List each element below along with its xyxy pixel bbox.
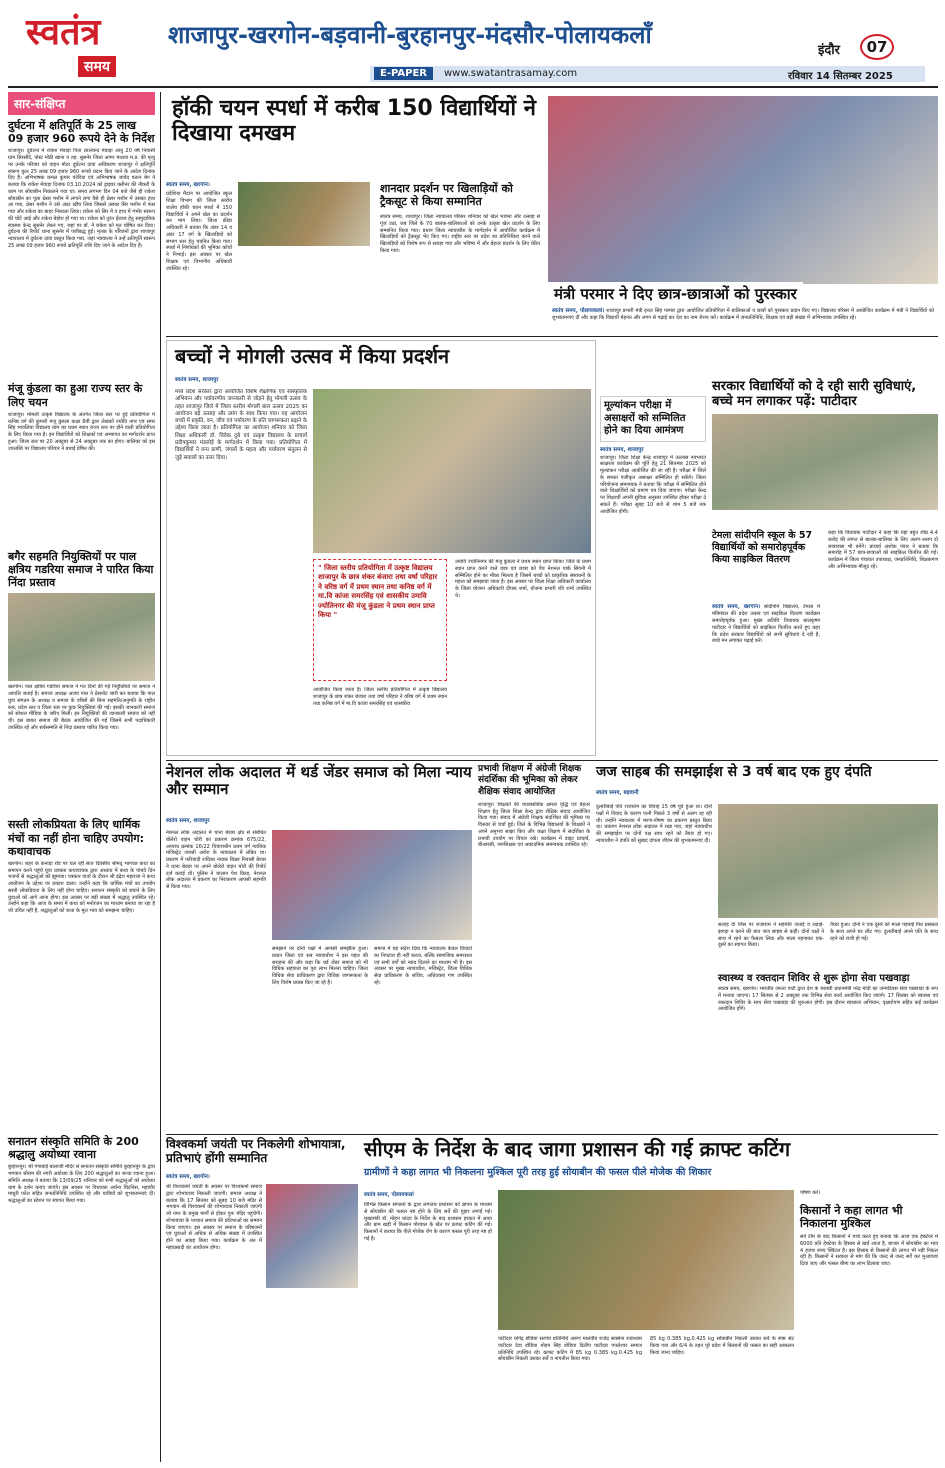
judge-photo — [718, 804, 938, 918]
hockey-subhead: शानदार प्रदर्शन पर खिलाड़ियों को ट्रैकसूट से किया सम्मानित — [380, 182, 513, 209]
side-story-3-body: खरगोन। पाल क्षत्रिय गडरिया समाज ने गत दिनों की गई नियुक्तियों पर समाज ने आपत्ति जताई है। समाज अध्यक्ष अजय पाल ने प्रेसनोट जारी कर बताया कि पाल युवा संगठन के अध्यक्ष व समाज के वरिष्ठों की बिना सहमति/अनुमति के राष्ट्रीय स्तर, प्रदेश स्तर व जिला स्तर पर कुछ नियुक्तियां की गई। इसकी जानकारी समाज को सोशल मीडिया के जरिए मिली। इन नियुक्तियों की जानकारी समाज को नहीं थी। इस बाबत समाज की बैठक आयोजित की गई जिसमें सभी पदाधिकारी उपस्थित रहे और सर्वसम्मति से निंदा प्रस्ताव पारित किया गया। — [8, 684, 155, 731]
govt-body-2: कहा कि विधायक पाटीदार ने कहा कि यहां बहुत शीघ्र 4.4 करोड़ की लागत से बालक-बालिका के लिए अलग-अलग दो छात्रावास भी बनेंगे। प्राचार्य अशोक पंवार ने बताया कि समारोह में 57 छात्र-छात्राओं को साइकिल वितरित की गई। कार्यक्रम में जिला पंचायत उपाध्यक्ष, जनप्रतिनिधि, शिक्षकगण और अभिभावक मौजूद रहे। — [828, 530, 938, 570]
english-headline: प्रभावी शिक्षण में अंग्रेजी शिक्षक संदर्शिका की भूमिका को लेकर शैक्षिक संवाद आयोजित — [478, 764, 582, 797]
hockey-headline: हॉकी चयन स्पर्धा में करीब 150 विद्यार्थियों ने दिखाया दमखम — [172, 96, 536, 147]
govt-photo — [712, 414, 938, 510]
mogli-headline: बच्चों ने मोगली उत्सव में किया प्रदर्शन — [175, 344, 450, 368]
judge-body-1: दुलारीबाई पति राजाराम का विवाह 15 वर्ष पूर्व हुआ था। दोनों पक्षों में विवाद के कारण पत्नी पिछले 3 वर्षों से अलग रह रही थी। उन्होंने न्यायालय में भरण-पोषण का प्रकरण प्रस्तुत किया था। प्रकरण नेशनल लोक अदालत में रखा गया, जहां न्यायाधीश की समझाईश पर दोनों पक्ष साथ रहने को तैयार हो गए। न्यायाधीश ने दंपति को सुखद दांपत्य जीवन की शुभकामनाएं दीं। — [596, 804, 712, 844]
issue-date: रविवार 14 सितम्बर 2025 — [788, 71, 893, 82]
mogli-pull-quote: " जिला स्तरीय प्रतियोगिता में उत्कृष्ट विद्यालय शाजापुर के छात्र शंकर बंजारा तथा वर्षा परिहार ने वरिष्ठ वर्ग में प्रथम स्थान तथा कनिष्ठ वर्ग में मा.वि कांजा समरसिंह एवं शासकीय उमावि ज्योतिनगर की मंजू कुंडला ने प्रथम स्थान प्राप्त किया " — [313, 559, 447, 681]
brand-top: स्वतंत्र — [26, 11, 101, 53]
website-link[interactable]: www.swatantrasamay.com — [444, 68, 578, 79]
mogli-body-1: मध्य प्रदेश सरकार द्वारा आयोजित विशेष शैक्षणिक एवं सांस्कृतिक अभियान और पर्यावरणीय जानकारी से जोड़ने हेतु मोगली उत्सव के तहत शाजापुर जिले में जिला स्तरीय मोगली बाल उत्सव 2025 का आयोजन बड़े उत्साह और उमंग के साथ किया गया। यह आयोजन बच्चों में प्रकृति, वन, जीव एवं पर्यावरण के प्रति जागरूकता बढ़ाने के उद्देश्य किया जाता है। प्रतियोगिता का आयोजन शनिवार को जिला शिक्षा अधिकारी डॉ. विवेक दुबे एवं उत्कृष्ट विद्यालय के प्राचार्य प्रदीपकुमार मंडलोई के मार्गदर्शन में किया गया। प्रतियोगिता में विद्यार्थियों ने वन्य प्राणी, जंगलों के महत्व और पर्यावरण संतुलन से जुड़े सवालों का उत्तर दिया। — [175, 389, 307, 461]
judge-body-2: सलाह दी जिस पर राजाराम ने सहमति जताई व लड़ाई-झगड़ा न करने की बात जज साहब से कही। दोनों पक्षों ने साथ में रहने का फैसला लिया और माला पहनाकर एक-दूसरे का स्वागत किया। — [718, 922, 824, 949]
lok-adalat-headline: नेशनल लोक अदालत में थर्ड जेंडर समाज को मिला न्याय और सम्मान — [166, 763, 472, 799]
side-story-1-body: शाजापुर। दुर्घटना में राकेश मेवाड़ा पिता लालचन्द मेवाड़ा आयु 20 वर्ष निवासी ग्राम सिरसौदें, पोस्ट मोठी खाना व तह. सुसनेर जिला आगर मालवा म.प्र. की मृत्यु पर उनके परिवार को वाहन मोटर दुर्घटना दावा अधिकरण शाजापुर ने क्षतिपूर्ति स्वरूप कुल 25 लाख 09 हजार 960 रूपये प्रदान किए जाने के आदेश दिनांक दिए हैं। अभिभाषक कमल कुमार पटेरिया एवं अभिभाषक जावेद पठान बेग ने बताया कि राकेश मेवाड़ा दिनांक 03.10.2024 को ड्राइवर क्लीनर की नौकरी के काम पर सोयाबीन निकालने गया था। समय लगभग दिन 04 बजे जैसे ही राकेश सोयाबीन का पूला थ्रेसर मशीन में लगाने लगा वैसे ही थ्रेसर मशीन में उसका हाथ आ गया, थ्रेसर मशीन ने उसे अंदर खींच लिया जिससे उसका सिर मशीन में फंस गया और राकेश का बाहर निकाला लिया। राकेश को सिर में व हाथ में गंभीर स्वरूप की चोटें आई और राकेश बेहोश हो गया था। राकेश को तुरंत ईलाज हेतु सामुदायिक स्वास्थ्य केन्द्र सुसनेर लेकर गए, जहां पर डॉ. ने राकेश को मृत घोषित कर दिया। दुर्घटना की रिपोर्ट थाना सुसनेर में पंजीबद्ध हुई। मृतक के परिजनों द्वारा शाजापुर न्यायालय में दुर्घटना दावा प्रस्तुत किया गया, जहां न्यायालय ने उन्हें क्षतिपूर्ति स्वरूप 25 लाख 09 हजार 960 रूपये क्षतिपूर्ति राशि दिए जाने के आदेश दिए हैं। — [8, 148, 155, 249]
english-story — [478, 764, 590, 1132]
hockey-sub-body: स्वतंत्र समय, शाजापुर। जिला न्यायालय परिसर शनिवार को खेल भावना और उत्साह से गूंज उठा, जब जिले के 70 बालक-बालिकाओं को उनके उत्कृष्ट खेल प्रदर्शन के लिए सम्मानित किया गया। प्रधान जिला न्यायाधीश के मार्गदर्शन में आयोजित कार्यक्रम में खिलाड़ियों को ट्रैकसूट भेंट किए गए। राष्ट्रीय स्तर पर प्रदेश का प्रतिनिधित्व करने वाले खिलाड़ियों को विशेष रूप से सराहा गया और भविष्य में और बेहतर प्रदर्शन के लिए प्रेरित किया गया। — [380, 214, 540, 254]
prize-headline: मंत्री परमार ने दिए छात्र-छात्राओं को पुरस्कार — [548, 282, 803, 306]
prize-story — [548, 96, 938, 374]
crop-subhead: ग्रामीणों ने कहा लागत भी निकलना मुश्किल पूरी तरह हुई सोयाबीन की फसल पीले मोजेक की शिकार — [364, 1167, 712, 1178]
lok-adalat-story — [166, 764, 474, 1132]
govt-story — [712, 380, 938, 758]
epaper-label: E-PAPER — [374, 67, 433, 80]
seva-headline: स्वास्थ्य व रक्तदान शिविर से शुरू होगा सेवा पखवाड़ा — [718, 973, 910, 984]
hockey-body — [166, 182, 232, 332]
crop-story — [364, 1138, 938, 1462]
valuation-byline: स्वतंत्र समय, शाजापुर — [600, 446, 644, 453]
valuation-headline: मूल्यांकन परीक्षा में असाक्षरों को सम्मिलित होने का दिया आमंत्रण — [600, 396, 706, 442]
lok-adalat-byline: स्वतंत्र समय, शाजापुर — [166, 818, 210, 824]
side-story-3-photo — [8, 593, 155, 681]
hockey-photo — [238, 182, 370, 246]
lok-adalat-body-1: नेशनल लोक अदालत में थाना बेरछा क्षेत्र से संबंधित बोलेरो वाहन चोरी का प्रकरण क्रमांक 675/22, अपराध क्रमांक 16/22 विचाराधीन प्रथम वर्ग न्यायिक मजिस्ट्रेट जयश्री अरोरा के न्यायालय में लंबित था। प्रकरण में फरियादी राधिका नायक किन्नर निवासी बेरछा ने थाना बेरछा पर अपने बोलेरो वाहन चोरी की रिपोर्ट दर्ज कराई थी। पुलिस ने चालान पेश किया, नेशनल लोक अदालत में प्रकरण का निराकरण आपसी सहमति से किया गया। — [166, 830, 266, 890]
brand-logo — [26, 11, 154, 76]
mogli-byline: स्वतंत्र समय, शाजापुर — [175, 377, 219, 383]
hockey-body-text: प्रदेशिया मैदान पर आयोजित स्कूल शिक्षा विभाग की जिला स्तरीय शालेय हॉकी चयन स्पर्धा में 150 विद्यार्थियों ने अपने खेल का प्रदर्शन कर भाग लिया। जिला क्रीड़ा अधिकारी ने बताया कि अंडर 14 व अंडर 17 वर्ग के खिलाड़ियों को संभाग स्तर हेतु चयनित किया गया। स्पर्धा में निर्णायकों की भूमिका कोचों ने निभाई। इस अवसर पर खेल शिक्षक एवं विभागीय अधिकारी उपस्थित रहे। — [166, 191, 232, 272]
govt-body-1: सांदीपनि विद्यालय, टेमला में मंत्रिमंडल की प्रदेश उत्सव एवं साइकिल वितरण कार्यक्रम समारोहपूर्वक हुआ। मुख्य अतिथि विधायक बालकृष्ण पाटीदार ने विद्यार्थियों को साइकिल वितरित करते हुए कहा कि प्रदेश सरकार विद्यार्थियों को सभी सुविधाएं दे रही है, बच्चे मन लगाकर पढ़ाई करें। — [712, 604, 820, 645]
valuation-story — [600, 396, 706, 758]
crop-photo — [498, 1190, 794, 1330]
sidebar-label: सार-संक्षिप्त — [8, 92, 155, 115]
lok-adalat-body-2: समझाने पर दोनों पक्षों में आपसी समझौता हुआ। प्रधान जिला एवं सत्र न्यायाधीश ने इस पहल की सराहना की और कहा कि थर्ड जेंडर समाज को भी विधिक सहायता का पूरा लाभ मिलना चाहिए। जिला विधिक सेवा प्राधिकरण द्वारा विधिक जागरूकता के लिए विशेष प्रयास किए जा रहे हैं। — [272, 946, 368, 986]
side-story-3-title: बगैर सहमति नियुक्तियों पर पाल क्षत्रिय गडरिया समाज ने पारित किया निंदा प्रस्ताव — [8, 549, 154, 590]
crop-side-headline: किसानों ने कहा लागत भी निकालना मुश्किल — [800, 1204, 903, 1231]
side-story-2-body: शाजापुर। मोमली उत्कृष्ट विद्यालय के अंतर्गत जिला स्तर पर हुई प्रतियोगिता में कनिष्ठ वर्ग की कुमारी मंजू कुंडला कक्षा 8वीं द्वारा लेखकों ज्योति नगर एवं समर सिंह भावलिया विद्यालय ग्राम का प्रथम स्थान राज्य स्तर पर होने वाली प्रतियोगिता के लिए किया गया है। इन विद्यार्थियों को शिक्षकों एवं अभ्यागत का मार्गदर्शन प्राप्त हुआ। जिला स्तर पर 20 अक्टूबर से 24 अक्टूबर तक का होगा। बालिका को इस उपलब्धि पर विद्यालय परिवार ने बधाई प्रेषित की। — [8, 411, 155, 452]
brand-bottom: समय — [78, 56, 116, 77]
masthead — [0, 0, 945, 88]
vishwakarma-story — [166, 1138, 358, 1462]
vishwakarma-body: श्री विश्वकर्मा जयंती के अवसर पर विश्वकर्मा समाज द्वारा शोभायात्रा निकाली जाएगी। समाज अध्यक्ष ने बताया कि 17 सितंबर को सुबह 10 बजे मंदिर से भगवान श्री विश्वकर्मा की शोभायात्रा निकाली जाएगी जो नगर के प्रमुख मार्गों से होकर पुनः मंदिर पहुंचेगी। शोभायात्रा के पश्चात समाज की प्रतिभाओं का सम्मान किया जाएगा। इस अवसर पर समाज के वरिष्ठजनों एवं युवाओं से अधिक से अधिक संख्या में उपस्थित होने का आग्रह किया गया। कार्यक्रम के अंत में महाप्रसादी का आयोजन होगा। — [166, 1184, 262, 1251]
lok-adalat-photo — [272, 830, 472, 940]
english-body: शाजापुर। शिक्षकों की व्यावसायिक क्षमता वृद्धि एवं बेहतर शिक्षण हेतु जिला शिक्षा केन्द्र द्वारा शैक्षिक संवाद आयोजित किया गया। संवाद में अंग्रेजी शिक्षक संदर्शिका की भूमिका पर विस्तार से चर्चा हुई। जिले के विभिन्न विद्यालयों के शिक्षकों ने अपने अनुभव साझा किए और कक्षा शिक्षण में संदर्शिका के प्रभावी उपयोग पर विचार रखे। कार्यक्रम में डाइट प्राचार्य, बीआरसी, जनशिक्षक एवं अकादमिक समन्वयक उपस्थित रहे। — [478, 801, 590, 849]
vishwakarma-headline: विश्वकर्मा जयंती पर निकलेगी शोभायात्रा, प्रतिभाएं होंगी सम्मानित — [166, 1137, 346, 1165]
mogli-story — [166, 340, 596, 756]
judge-headline: जज साहब की समझाईश से 3 वर्ष बाद एक हुए दंपति — [596, 764, 872, 780]
crop-side-top: पोषण करें। — [800, 1190, 821, 1196]
govt-headline: सरकार विद्यार्थियों को दे रही सारी सुविधाएं, बच्चे मन लगाकर पढ़ें: पाटीदार — [712, 379, 917, 409]
judge-byline: स्वतंत्र समय, बड़वानी — [596, 790, 639, 796]
govt-byline: स्वतंत्र समय, खरगोन। — [712, 604, 761, 610]
crop-body-1: विभिन्न किसान संगठनों के द्वारा लगातार प्रशासन को ज्ञापन के माध्यम से सोयाबीन की फसल नष्ट होने के लिए सर्वे की गुहार लगाई गई। मुख्यमंत्री डॉ. मोहन यादव के निर्देश के बाद प्रशासन हरकत में आया और ग्राम खड़ी में किसान पोरवाल के खेत पर क्राफ्ट कटिंग की गई। किसानों ने बताया कि पीले मोजेक रोग के कारण फसल पूरी तरह नष्ट हो गई है। — [364, 1202, 492, 1242]
mogli-body-3: उमावि ज्योतिनगर की मंजू कुंडला ने प्रथम स्थान प्राप्त किया। जिले के प्रथम स्थान प्राप्त करने वाले छात्र एवं छात्रा को पेंच नेशनल पार्क सिवनी में सम्मिलित होने का मौका मिलता है जिसमें बच्चों को प्राकृतिक संसाधनों के महत्व को समझाया जाता है। इस अवसर पर जिला शिक्षा अधिकारी कार्यालय के जिला योजना अधिकारी दीपक शर्मा, योजना प्रभारी रवि शर्मा उपस्थित थे। — [455, 559, 591, 599]
mogli-body-2: आयोजित किया जाता है। जिला स्तरीय प्रतियोगिता में उत्कृष्ट विद्यालय शाजापुर के छात्र शंकर बंजारा तथा वर्षा परिहार ने वरिष्ठ वर्ग में प्रथम स्थान तथा कनिष्ठ वर्ग में मा.वि कांजा समरसिंह एवं शासकीय — [313, 687, 447, 707]
crop-byline: स्वतंत्र समय, पोलायकलां — [364, 1192, 414, 1198]
hockey-byline: स्वतंत्र समय, खरगोन। — [166, 182, 210, 188]
prize-byline: स्वतंत्र समय, पोलायकलां। — [552, 308, 605, 314]
edition-city: इंदौर — [818, 43, 840, 58]
seva-body: स्वतंत्र समय, खरगोन। भारतीय जनता पार्टी द्वारा देश के यशस्वी प्रधानमंत्री नरेंद्र मोदी का जन्मदिवस सेवा पखवाड़ा के रूप में मनाया जाएगा। 17 सितंबर से 2 अक्टूबर तक विभिन्न सेवा कार्य आयोजित किए जाएंगे। 17 सितंबर को स्वास्थ्य एवं रक्तदान शिविर के साथ सेवा पखवाड़ा की शुरुआत होगी। इस दौरान स्वच्छता अभियान, वृक्षारोपण सहित कई कार्यक्रम आयोजित होंगे। — [718, 986, 938, 1013]
valuation-body: शाजापुर। जिला शिक्षा केन्द्र शाजापुर में उल्लास नवभारत साक्षरता कार्यक्रम की पूर्ति हेतु 21 सितम्बर 2025 को मूल्यांकन परीक्षा आयोजित की जा रही है। परीक्षा में जिले के समस्त पंजीकृत असाक्षर सम्मिलित हो सकेंगे। जिला परियोजना समन्वयक ने बताया कि परीक्षा में सम्मिलित होने वाले शिक्षार्थियों को प्रमाण पत्र दिया जाएगा। परीक्षा केन्द्र पर शिक्षार्थी अपनी सुविधा अनुसार उपस्थित होकर परीक्षा दे सकते हैं। परीक्षा सुबह 10 बजे से शाम 5 बजे तक आयोजित होगी। — [600, 454, 706, 515]
page-number: 07 — [860, 34, 894, 60]
judge-body-3: तैयार हुआ। दोनों ने एक दूसरे को माला पहनाई फिर प्रसन्नता के साथ अपने घर लौट गए। दुलारीबाई अपने पति के साथ रहने को राजी हो गई। — [830, 922, 938, 942]
crop-headline: सीएम के निर्देश के बाद जागा प्रशासन की गई क्राफ्ट कटिंग — [364, 1137, 791, 1161]
sidebar — [8, 92, 155, 1462]
hockey-story — [166, 96, 542, 332]
side-story-2-title: मंजू कुंडला का हुआ राज्य स्तर के लिए चयन — [8, 382, 143, 409]
judge-story — [596, 764, 938, 1132]
crop-body-2: पाटीदार योगेंद्र डोडिया सरपंच प्रतिनिधि अरुण मालवीय राजेंद्र सक्सेना राधेश्याम पाटीदार देवा डोडिया मोहन सिंह डोडिया दिलीप पाटीदार पपलेश्वर समाज प्रतिनिधि उपस्थित रहे। क्राफ्ट कटिंग में 85 kg 0.385 kg.0.425 kg सोयाबीन निकली उसका सर्वे व नापतौल किया गया। — [498, 1336, 642, 1363]
prize-body: शाजापुर प्रभारी मंत्री इन्दर सिंह परमार द्वारा आयोजित प्रतियोगिता में बालिकाओं व छात्रों को पुरस्कार प्रदान किए गए। विद्यालय परिसर में आयोजित कार्यक्रम में मंत्री ने विद्यार्थियों को शुभकामनाएं दीं और कहा कि विद्यार्थी मेहनत और लगन से पढ़ाई कर देश का नाम रोशन करें। कार्यक्रम में जनप्रतिनिधि, शिक्षक एवं बड़ी संख्या में अभिभावक उपस्थित रहे। — [552, 308, 934, 322]
side-story-1-title: दुर्घटना में क्षतिपूर्ति के 25 लाख 09 हजार 960 रूपये देने के निर्देश — [8, 119, 155, 146]
edition-cities: शाजापुर-खरगोन-बड़वानी-बुरहानपुर-मंदसौर-पोलायकलाँ — [168, 21, 652, 49]
side-story-5-body: बुरहानपुर। श्री गंगाबाई बालाजी मंदिर से सनातन संस्कृति समिति बुरहानपुर के द्वारा भगवान श्रीराम की नगरी अयोध्या के लिए 200 श्रद्धालुओं का जत्था रवाना हुआ। समिति अध्यक्ष ने बताया कि 13/09/25 शनिवार को सभी श्रद्धालुओं को अयोध्या धाम के दर्शन कराए जाएंगे। इस अवसर पर विधायक अर्चना चिटनिस, महापौर माधुरी पटेल सहित जनप्रतिनिधि उपस्थित रहे और यात्रियों को शुभकामनाएं दीं। श्रद्धालुओं का स्टेशन पर स्वागत किया गया। — [8, 1164, 155, 1204]
vishwakarma-byline: स्वतंत्र समय, खरगोन। — [166, 1174, 210, 1180]
crop-side-body: सर्वे टीम के बाद किसानों ने चर्चा करते हुए बताया कि आज एक हेक्टेयर में 6000 प्रति हेक्टेयर के हिसाब से खर्च आता है, बाजार में सोयाबीन का भाव 4 हजार रुपए क्विंटल है। इस हिसाब से किसानों की लागत भी नहीं निकल रही है। किसानों ने सरकार से मांग की कि जल्द से जल्द सर्वे कर मुआवजा दिया जाए और फसल बीमा का लाभ दिलाया जाए। — [800, 1234, 938, 1267]
side-story-4-title: सस्ती लोकप्रियता के लिए धार्मिक मंचों का नहीं होना चाहिए उपयोग: कथावाचक — [8, 818, 144, 858]
side-story-5-title: सनातन संस्कृति समिति के 200 श्रद्धालु अयोध्या रवाना — [8, 1134, 139, 1162]
prize-photo — [548, 96, 938, 284]
govt-subhead: टेमला सांदीपनि स्कूल के 57 विद्यार्थियों को समारोहपूर्वक किया साइकिल वितरण — [712, 530, 813, 565]
lok-adalat-body-3: समाज में यह संदेश दिया कि न्यायालय केवल विवादों का निपटारा ही नहीं करता, बल्कि सामाजिक समरसता एवं सभी वर्गों को न्याय दिलाने का माध्यम भी है। इस अवसर पर मुख्य न्यायाधीश, मजिस्ट्रेट, जिला विधिक सेवा प्राधिकरण के सचिव, अधिवक्ता गण उपस्थित रहे। — [374, 946, 472, 986]
vishwakarma-photo — [266, 1184, 358, 1288]
crop-body-3: 85 kg 0.385 kg.0.425 kg सोयाबीन निकली उसका सर्वे के स्पष्ट सेट किया गया और 6/4 के तहत पूरे प्रदेश में किसानों की फसल का सही आकलन किया जाना चाहिए। — [650, 1336, 794, 1356]
side-story-4-body: खरगोन। शहर के कनाड़ा रोड पर चल रही सात दिवसीय श्रीमद् भागवत कथा का समापन करने पहुंचे युवा प्रवक्ता कथावाचक द्वारा अध्याय में कथा के पांचवे दिन भजनों से श्रद्धालुओं को झूमाया। पत्रकार वार्ता के दौरान श्री इंद्रेश महाराज ने कथा आयोजन के उद्देश्य पर प्रकाश डाला। उन्होंने कहा कि धार्मिक मंचों का उपयोग सस्ती लोकप्रियता के लिए नहीं होना चाहिए। सनातन संस्कृति को बचाने के लिए युवाओं को आगे आना होगा। इस अवसर पर बड़ी संख्या में श्रद्धालु उपस्थित रहे। उन्होंने कहा कि आज के समय में कथा को मनोरंजन का माध्यम बनाया जा रहा है जो उचित नहीं है, श्रद्धालुओं को कथा के मूल भाव को समझना चाहिए। — [8, 860, 155, 915]
mogli-photo — [313, 389, 591, 553]
